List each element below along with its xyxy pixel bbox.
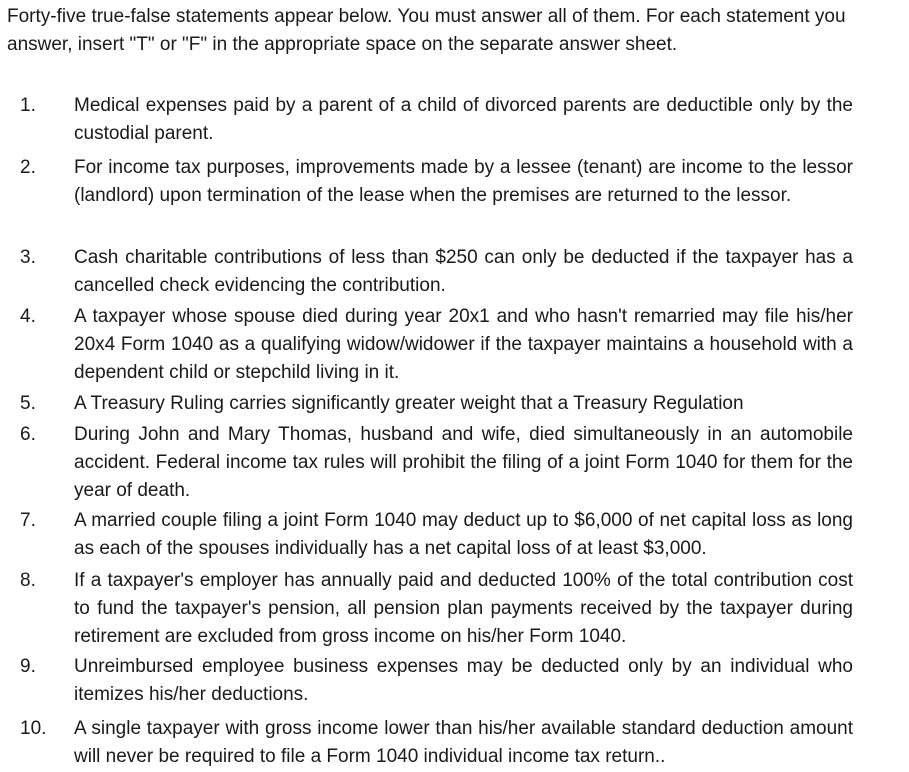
question-number: 6. [20, 424, 36, 445]
instructions-line-2: answer, insert "T" or "F" in the appropriate space on the separate answer sheet. [7, 34, 678, 55]
question-text: For income tax purposes, improvements made by a lessee (tenant) are income to the lessor (landlord) upon termination of the lease when the premises are returned to the lessor. [74, 157, 853, 206]
question-number: 3. [20, 247, 36, 268]
question-number: 4. [20, 306, 36, 327]
question-text: If a taxpayer's employer has annually paid and deducted 100% of the total contribution cost to fund the taxpayer's pension, all pension plan payments received by the taxpayer during retirement are excluded from gross income on his/her Form 1040. [74, 570, 853, 647]
instructions-line-1: Forty-five true-false statements appear below. You must answer all of them. For each statement you [7, 6, 846, 27]
question-number: 2. [20, 157, 36, 178]
question-text: A married couple filing a joint Form 1040 may deduct up to $6,000 of net capital loss as long as each of the spouses individually has a net capital loss of at least $3,000. [74, 510, 853, 559]
question-text: During John and Mary Thomas, husband and wife, died simultaneously in an automobile accident. Federal income tax rules will prohibit the filing of a joint Form 1040 for them for the year of death. [74, 424, 853, 501]
question-text: A taxpayer whose spouse died during year 20x1 and who hasn't remarried may file his/her 20x4 Form 1040 as a qualifying widow/widower if the taxpayer maintains a household with a dependent child or stepchild living in it. [74, 306, 853, 383]
question-number: 5. [20, 393, 36, 414]
question-text: A single taxpayer with gross income lower than his/her available standard deduction amount will never be required to file a Form 1040 individual income tax return.. [74, 718, 853, 767]
question-number: 7. [20, 510, 36, 531]
question-number: 9. [20, 656, 36, 677]
question-text: Medical expenses paid by a parent of a child of divorced parents are deductible only by the custodial parent. [74, 95, 853, 144]
question-number: 1. [20, 95, 36, 116]
question-text: Cash charitable contributions of less than $250 can only be deducted if the taxpayer has a cancelled check evidencing the contribution. [74, 247, 853, 296]
question-number: 10. [20, 718, 47, 739]
instructions [7, 3, 909, 59]
question-text: Unreimbursed employee business expenses may be deducted only by an individual who itemizes his/her deductions. [74, 656, 853, 705]
question-text: A Treasury Ruling carries significantly greater weight that a Treasury Regulation [74, 393, 744, 414]
question-number: 8. [20, 570, 36, 591]
